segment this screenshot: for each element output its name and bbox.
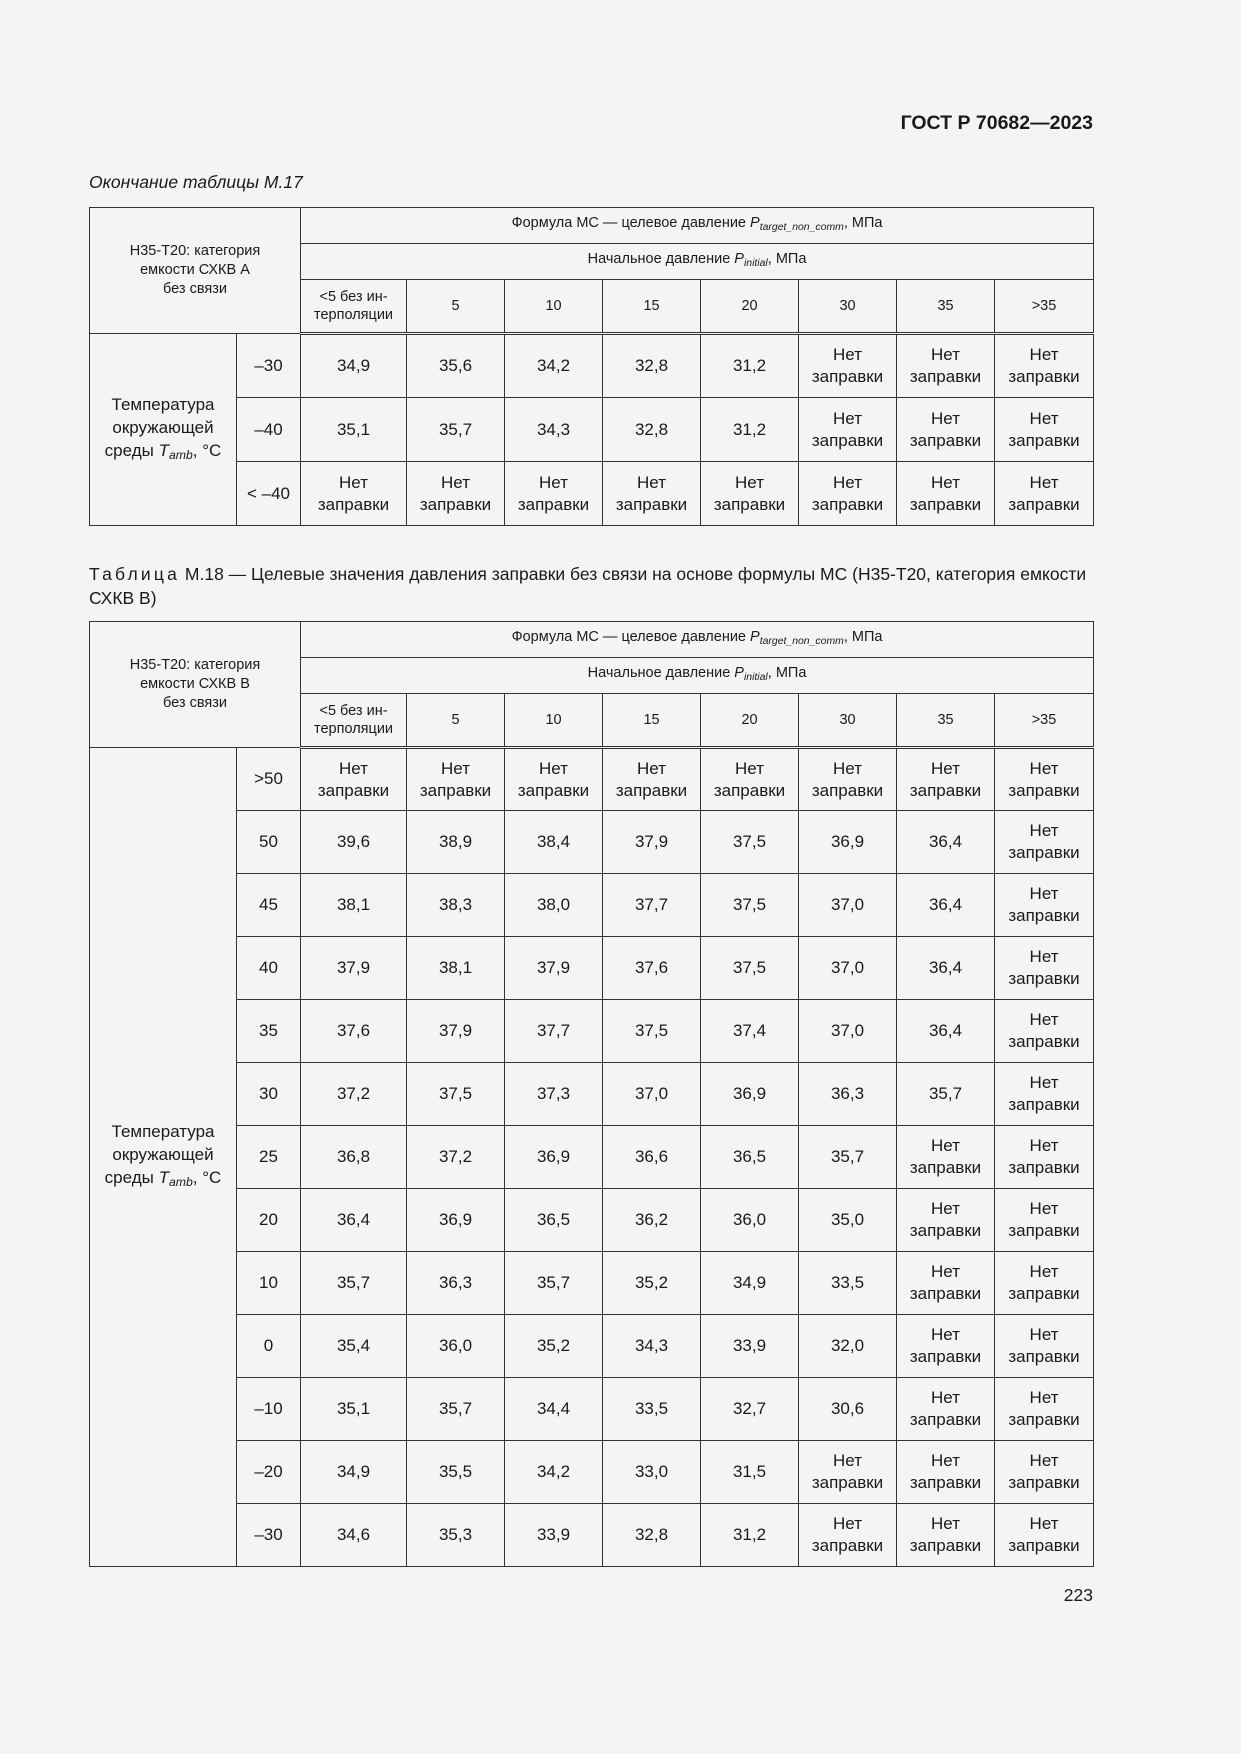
column-header: <5 без ин- терполяции bbox=[301, 694, 407, 748]
column-header: 20 bbox=[701, 280, 799, 334]
value-cell: Нет заправки bbox=[995, 1441, 1094, 1504]
value-cell: 37,5 bbox=[701, 937, 799, 1000]
temperature-cell: >50 bbox=[237, 748, 301, 811]
row-group-header: Температура окружающей среды $T_{amb}$, °C bbox=[90, 334, 237, 526]
value-cell: 37,4 bbox=[701, 1000, 799, 1063]
value-cell: Нет заправки bbox=[897, 1252, 995, 1315]
value-cell: 37,2 bbox=[407, 1126, 505, 1189]
value-cell: Нет заправки bbox=[799, 462, 897, 526]
table-row bbox=[90, 1378, 1094, 1441]
temperature-cell: 50 bbox=[237, 811, 301, 874]
value-cell: Нет заправки bbox=[505, 462, 603, 526]
table-row bbox=[90, 1504, 1094, 1567]
value-cell: 36,2 bbox=[603, 1189, 701, 1252]
value-cell: 37,3 bbox=[505, 1063, 603, 1126]
value-cell: 38,1 bbox=[407, 937, 505, 1000]
value-cell: Нет заправки bbox=[897, 334, 995, 398]
value-cell: 35,7 bbox=[505, 1252, 603, 1315]
column-header: 15 bbox=[603, 694, 701, 748]
value-cell: Нет заправки bbox=[301, 748, 407, 811]
value-cell: 36,4 bbox=[897, 874, 995, 937]
value-cell: Нет заправки bbox=[603, 748, 701, 811]
table-row bbox=[90, 1126, 1094, 1189]
temperature-cell: –30 bbox=[237, 1504, 301, 1567]
value-cell: Нет заправки bbox=[995, 937, 1094, 1000]
initial-pressure-header: Начальное давление $P_{initial}$, МПа bbox=[301, 658, 1094, 694]
temperature-cell: 30 bbox=[237, 1063, 301, 1126]
formula-header: Формула МС — целевое давление $P_{target\_non\_comm}$, МПа bbox=[301, 208, 1094, 244]
value-cell: Нет заправки bbox=[995, 1504, 1094, 1567]
value-cell: Нет заправки bbox=[995, 398, 1094, 462]
value-cell: Нет заправки bbox=[897, 462, 995, 526]
value-cell: 34,4 bbox=[505, 1378, 603, 1441]
temperature-cell: –30 bbox=[237, 334, 301, 398]
value-cell: 34,9 bbox=[301, 1441, 407, 1504]
value-cell: 35,7 bbox=[897, 1063, 995, 1126]
page-number: 223 bbox=[1063, 1585, 1093, 1605]
table-corner-cell: Н35-Т20: категория емкости СХКВ В без связи bbox=[90, 622, 301, 748]
value-cell: 38,9 bbox=[407, 811, 505, 874]
value-cell: 31,2 bbox=[701, 398, 799, 462]
value-cell: 34,6 bbox=[301, 1504, 407, 1567]
column-header: 20 bbox=[701, 694, 799, 748]
row-group-header: Температура окружающей среды $T_{amb}$, °C bbox=[90, 748, 237, 1567]
value-cell: 35,2 bbox=[505, 1315, 603, 1378]
value-cell: 37,0 bbox=[799, 937, 897, 1000]
value-cell: 35,1 bbox=[301, 1378, 407, 1441]
temperature-cell: 45 bbox=[237, 874, 301, 937]
table-row bbox=[90, 748, 1094, 811]
table-row bbox=[90, 334, 1094, 398]
value-cell: 34,3 bbox=[603, 1315, 701, 1378]
value-cell: 34,2 bbox=[505, 334, 603, 398]
value-cell: 37,7 bbox=[505, 1000, 603, 1063]
value-cell: 36,0 bbox=[407, 1315, 505, 1378]
table-m17 bbox=[89, 207, 1094, 526]
value-cell: Нет заправки bbox=[995, 874, 1094, 937]
value-cell: 37,7 bbox=[603, 874, 701, 937]
temperature-cell: 25 bbox=[237, 1126, 301, 1189]
value-cell: Нет заправки bbox=[701, 462, 799, 526]
table-row bbox=[90, 1315, 1094, 1378]
table-m18 bbox=[89, 621, 1094, 1567]
value-cell: 35,3 bbox=[407, 1504, 505, 1567]
value-cell: 35,5 bbox=[407, 1441, 505, 1504]
value-cell: Нет заправки bbox=[897, 748, 995, 811]
value-cell: 36,3 bbox=[407, 1252, 505, 1315]
value-cell: 35,6 bbox=[407, 334, 505, 398]
table-row bbox=[90, 1252, 1094, 1315]
value-cell: 34,3 bbox=[505, 398, 603, 462]
value-cell: 31,2 bbox=[701, 1504, 799, 1567]
table-row bbox=[90, 1189, 1094, 1252]
value-cell: Нет заправки bbox=[995, 811, 1094, 874]
value-cell: 35,2 bbox=[603, 1252, 701, 1315]
column-header: 30 bbox=[799, 694, 897, 748]
value-cell: Нет заправки bbox=[897, 398, 995, 462]
value-cell: Нет заправки bbox=[995, 1315, 1094, 1378]
value-cell: 37,0 bbox=[799, 1000, 897, 1063]
column-header: 15 bbox=[603, 280, 701, 334]
value-cell: 34,2 bbox=[505, 1441, 603, 1504]
value-cell: 38,1 bbox=[301, 874, 407, 937]
value-cell: 36,9 bbox=[799, 811, 897, 874]
value-cell: 32,8 bbox=[603, 1504, 701, 1567]
table17-continuation-title: Окончание таблицы М.17 bbox=[89, 172, 303, 192]
value-cell: 36,8 bbox=[301, 1126, 407, 1189]
value-cell: 37,5 bbox=[407, 1063, 505, 1126]
table-row bbox=[90, 462, 1094, 526]
column-header: 30 bbox=[799, 280, 897, 334]
value-cell: Нет заправки bbox=[897, 1189, 995, 1252]
value-cell: Нет заправки bbox=[603, 462, 701, 526]
table-row bbox=[90, 1063, 1094, 1126]
column-header: 5 bbox=[407, 694, 505, 748]
value-cell: Нет заправки bbox=[799, 1441, 897, 1504]
value-cell: Нет заправки bbox=[995, 334, 1094, 398]
column-header: >35 bbox=[995, 694, 1094, 748]
value-cell: Нет заправки bbox=[995, 1252, 1094, 1315]
table-row bbox=[90, 398, 1094, 462]
value-cell: 37,6 bbox=[603, 937, 701, 1000]
temperature-cell: –20 bbox=[237, 1441, 301, 1504]
value-cell: 32,8 bbox=[603, 334, 701, 398]
temperature-cell: 35 bbox=[237, 1000, 301, 1063]
value-cell: Нет заправки bbox=[995, 1189, 1094, 1252]
value-cell: 34,9 bbox=[701, 1252, 799, 1315]
formula-header: Формула МС — целевое давление $P_{target\_non\_comm}$, МПа bbox=[301, 622, 1094, 658]
value-cell: 36,4 bbox=[897, 811, 995, 874]
value-cell: Нет заправки bbox=[995, 1378, 1094, 1441]
value-cell: Нет заправки bbox=[897, 1504, 995, 1567]
value-cell: 36,6 bbox=[603, 1126, 701, 1189]
value-cell: 31,5 bbox=[701, 1441, 799, 1504]
value-cell: 37,5 bbox=[701, 811, 799, 874]
value-cell: 38,3 bbox=[407, 874, 505, 937]
value-cell: 35,7 bbox=[799, 1126, 897, 1189]
value-cell: Нет заправки bbox=[897, 1126, 995, 1189]
value-cell: 35,1 bbox=[301, 398, 407, 462]
value-cell: 36,5 bbox=[701, 1126, 799, 1189]
value-cell: 35,4 bbox=[301, 1315, 407, 1378]
column-header: 35 bbox=[897, 694, 995, 748]
value-cell: 34,9 bbox=[301, 334, 407, 398]
value-cell: 32,8 bbox=[603, 398, 701, 462]
value-cell: Нет заправки bbox=[799, 1504, 897, 1567]
temperature-cell: 10 bbox=[237, 1252, 301, 1315]
value-cell: Нет заправки bbox=[897, 1441, 995, 1504]
value-cell: 30,6 bbox=[799, 1378, 897, 1441]
value-cell: 31,2 bbox=[701, 334, 799, 398]
value-cell: 37,9 bbox=[505, 937, 603, 1000]
column-header: 10 bbox=[505, 280, 603, 334]
value-cell: 32,0 bbox=[799, 1315, 897, 1378]
temperature-cell: –40 bbox=[237, 398, 301, 462]
value-cell: 37,9 bbox=[603, 811, 701, 874]
value-cell: Нет заправки bbox=[799, 748, 897, 811]
value-cell: 35,7 bbox=[407, 1378, 505, 1441]
value-cell: Нет заправки bbox=[897, 1378, 995, 1441]
value-cell: Нет заправки bbox=[995, 748, 1094, 811]
value-cell: 33,0 bbox=[603, 1441, 701, 1504]
table-row bbox=[90, 1000, 1094, 1063]
table-corner-cell: Н35-Т20: категория емкости СХКВ А без связи bbox=[90, 208, 301, 334]
value-cell: 37,2 bbox=[301, 1063, 407, 1126]
value-cell: 39,6 bbox=[301, 811, 407, 874]
temperature-cell: 40 bbox=[237, 937, 301, 1000]
table-row bbox=[90, 1441, 1094, 1504]
value-cell: 36,3 bbox=[799, 1063, 897, 1126]
temperature-cell: 20 bbox=[237, 1189, 301, 1252]
value-cell: Нет заправки bbox=[301, 462, 407, 526]
value-cell: 33,9 bbox=[505, 1504, 603, 1567]
value-cell: 36,4 bbox=[897, 1000, 995, 1063]
value-cell: Нет заправки bbox=[799, 398, 897, 462]
value-cell: 36,5 bbox=[505, 1189, 603, 1252]
value-cell: Нет заправки bbox=[995, 462, 1094, 526]
value-cell: 36,9 bbox=[505, 1126, 603, 1189]
column-header: 5 bbox=[407, 280, 505, 334]
table-row bbox=[90, 874, 1094, 937]
value-cell: 37,5 bbox=[603, 1000, 701, 1063]
table-row bbox=[90, 937, 1094, 1000]
value-cell: 37,9 bbox=[407, 1000, 505, 1063]
temperature-cell: –10 bbox=[237, 1378, 301, 1441]
value-cell: 35,7 bbox=[407, 398, 505, 462]
value-cell: Нет заправки bbox=[995, 1063, 1094, 1126]
value-cell: 37,0 bbox=[603, 1063, 701, 1126]
table-row bbox=[90, 811, 1094, 874]
column-header: >35 bbox=[995, 280, 1094, 334]
column-header: 10 bbox=[505, 694, 603, 748]
value-cell: Нет заправки bbox=[995, 1000, 1094, 1063]
value-cell: 33,5 bbox=[603, 1378, 701, 1441]
value-cell: 37,5 bbox=[701, 874, 799, 937]
value-cell: Нет заправки bbox=[407, 462, 505, 526]
value-cell: Нет заправки bbox=[701, 748, 799, 811]
value-cell: Нет заправки bbox=[505, 748, 603, 811]
value-cell: 38,4 bbox=[505, 811, 603, 874]
initial-pressure-header: Начальное давление $P_{initial}$, МПа bbox=[301, 244, 1094, 280]
value-cell: 33,9 bbox=[701, 1315, 799, 1378]
value-cell: 36,4 bbox=[897, 937, 995, 1000]
value-cell: 37,0 bbox=[799, 874, 897, 937]
column-header: 35 bbox=[897, 280, 995, 334]
value-cell: Нет заправки bbox=[897, 1315, 995, 1378]
table18-caption: Таблица М.18 — Целевые значения давления заправки без связи на основе формулы МС (Н35-Т20, категория емкости СХКВ В) bbox=[89, 564, 1087, 608]
value-cell: 36,9 bbox=[407, 1189, 505, 1252]
value-cell: 36,0 bbox=[701, 1189, 799, 1252]
value-cell: Нет заправки bbox=[995, 1126, 1094, 1189]
column-header: <5 без ин- терполяции bbox=[301, 280, 407, 334]
value-cell: 35,0 bbox=[799, 1189, 897, 1252]
value-cell: Нет заправки bbox=[407, 748, 505, 811]
value-cell: 38,0 bbox=[505, 874, 603, 937]
value-cell: 37,9 bbox=[301, 937, 407, 1000]
value-cell: 33,5 bbox=[799, 1252, 897, 1315]
temperature-cell: 0 bbox=[237, 1315, 301, 1378]
value-cell: 36,9 bbox=[701, 1063, 799, 1126]
value-cell: Нет заправки bbox=[799, 334, 897, 398]
value-cell: 35,7 bbox=[301, 1252, 407, 1315]
value-cell: 32,7 bbox=[701, 1378, 799, 1441]
value-cell: 36,4 bbox=[301, 1189, 407, 1252]
value-cell: 37,6 bbox=[301, 1000, 407, 1063]
document-standard-number: ГОСТ Р 70682—2023 bbox=[900, 112, 1093, 134]
temperature-cell: < –40 bbox=[237, 462, 301, 526]
